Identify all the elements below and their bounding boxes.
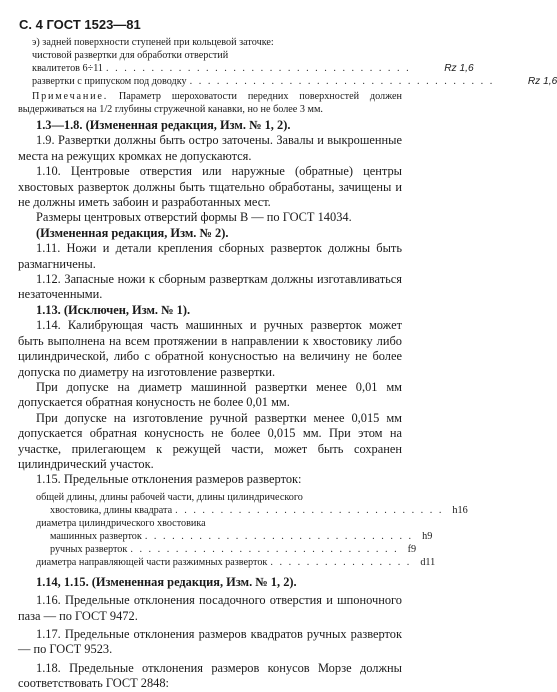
roughness-row-value: Rz 1,6 bbox=[527, 76, 557, 87]
roughness-row-2 bbox=[18, 75, 557, 88]
document-body bbox=[18, 36, 557, 692]
roughness-row-value: Rz 1,6 bbox=[444, 63, 474, 74]
tolerance-row bbox=[36, 491, 402, 504]
page-header: С. 4 ГОСТ 1523—81 bbox=[19, 17, 141, 32]
roughness-row-label: развертки с припуском под доводку bbox=[32, 76, 187, 87]
tolerance-value: f9 bbox=[407, 543, 417, 555]
paragraph: 1.11. Ножи и детали крепления сборных разверток должны быть размагничены. bbox=[18, 241, 402, 271]
leader-dots: . . . . . . . . . . . . . . . . . . . . . . . . . . . . . . bbox=[130, 543, 399, 555]
paragraph: 1.9. Развертки должны быть остро заточены. Завалы и выкрошенные места на режущих кромках не допускаются. bbox=[18, 133, 402, 163]
paragraph: Размеры центровых отверстий формы В — по ГОСТ 14034. bbox=[36, 210, 352, 225]
tolerance-row bbox=[36, 543, 417, 556]
paragraph: 1.3—1.8. (Измененная редакция, Изм. № 1, 2). bbox=[36, 118, 291, 132]
roughness-row-label: квалитетов 6÷11 bbox=[32, 63, 104, 74]
note bbox=[18, 90, 402, 116]
paragraph: 1.12. Запасные ножи к сборным разверткам должны изготавливаться незаточенными. bbox=[18, 272, 402, 302]
tolerance-row bbox=[36, 517, 402, 530]
tolerance-value: d11 bbox=[420, 556, 436, 568]
tolerance-label: хвостовика, длины квадрата bbox=[50, 504, 173, 516]
leader-dots: . . . . . . . . . . . . . . . . . . . . . . . . . . . . . . . . . . bbox=[106, 63, 411, 74]
paragraph: 1.16. Предельные отклонения посадочного отверстия и шпоночного паза — по ГОСТ 9472. bbox=[18, 593, 402, 623]
tolerance-row bbox=[36, 556, 436, 569]
paragraph: 1.14, 1.15. (Измененная редакция, Изм. № 1, 2). bbox=[36, 574, 297, 589]
tolerance-label: машинных разверток bbox=[50, 530, 142, 542]
tolerance-value: h9 bbox=[422, 530, 433, 542]
paragraph: При допуске на изготовление ручной развертки менее 0,015 мм допускается обратная конусность не более 0,015 мм. При этом на участке, прилегающем к режущей части, может быть сохранен цилиндрический участок. bbox=[18, 410, 402, 471]
paragraph: 1.10. Центровые отверстия или наружные (обратные) центры хвостовых разверток должны быть тщательно обработаны, зачищены и не должны иметь забоин и разработанных мест. bbox=[18, 164, 402, 210]
leader-dots: . . . . . . . . . . . . . . . . . . . . . . . . . . . . . . bbox=[144, 530, 414, 542]
paragraph: 1.17. Предельные отклонения размеров квадратов ручных разверток — по ГОСТ 9523. bbox=[18, 626, 402, 657]
tolerance-row bbox=[36, 530, 433, 543]
paragraph: При допуске на диаметр машинной развертки менее 0,01 мм допускается обратная конусность не более 0,01 мм. bbox=[18, 379, 402, 410]
leader-dots: . . . . . . . . . . . . . . . . bbox=[270, 556, 412, 568]
roughness-row-1 bbox=[18, 62, 474, 75]
tolerance-list bbox=[18, 491, 468, 569]
note-text: Параметр шероховатости передних поверхностей должен выдерживаться на 1/2 глубины стружечной канавки, но не более 3 мм. bbox=[18, 91, 402, 115]
paragraph: 1.15. Предельные отклонения размеров разверток: bbox=[36, 472, 302, 487]
leader-dots: . . . . . . . . . . . . . . . . . . . . . . . . . . . . . . . . . . bbox=[189, 76, 495, 87]
item-e: э) задней поверхности ступеней при кольцевой заточке: bbox=[32, 37, 274, 48]
tolerance-label: диаметра направляющей части разжимных разверток bbox=[36, 556, 268, 568]
paragraph: (Измененная редакция, Изм. № 2). bbox=[36, 225, 229, 240]
tolerance-row bbox=[36, 504, 468, 517]
paragraph: 1.14. Калибрующая часть машинных и ручных разверток может быть выполнена на всем протяжении в направлении к хвостовику либо цилиндрической, либо с обратной конусностью на величину не более допуска по диаметру на изготовление развертки. bbox=[18, 318, 402, 379]
tolerance-value: h16 bbox=[452, 504, 468, 516]
tolerance-label: диаметра цилиндрического хвостовика bbox=[36, 517, 206, 529]
leader-dots: . . . . . . . . . . . . . . . . . . . . . . . . . . . . . . bbox=[175, 504, 444, 516]
paragraph: 1.13. (Исключен, Изм. № 1). bbox=[36, 302, 191, 317]
tolerance-label: общей длины, длины рабочей части, длины цилиндрического bbox=[36, 491, 303, 503]
paragraph: 1.18. Предельные отклонения размеров конусов Морзе должны соответствовать ГОСТ 2848: bbox=[18, 660, 402, 691]
item-e-sub: чистовой развертки для обработки отверстий bbox=[32, 50, 229, 61]
tolerance-label: ручных разверток bbox=[50, 543, 128, 555]
note-label: Примечание. bbox=[32, 91, 109, 102]
